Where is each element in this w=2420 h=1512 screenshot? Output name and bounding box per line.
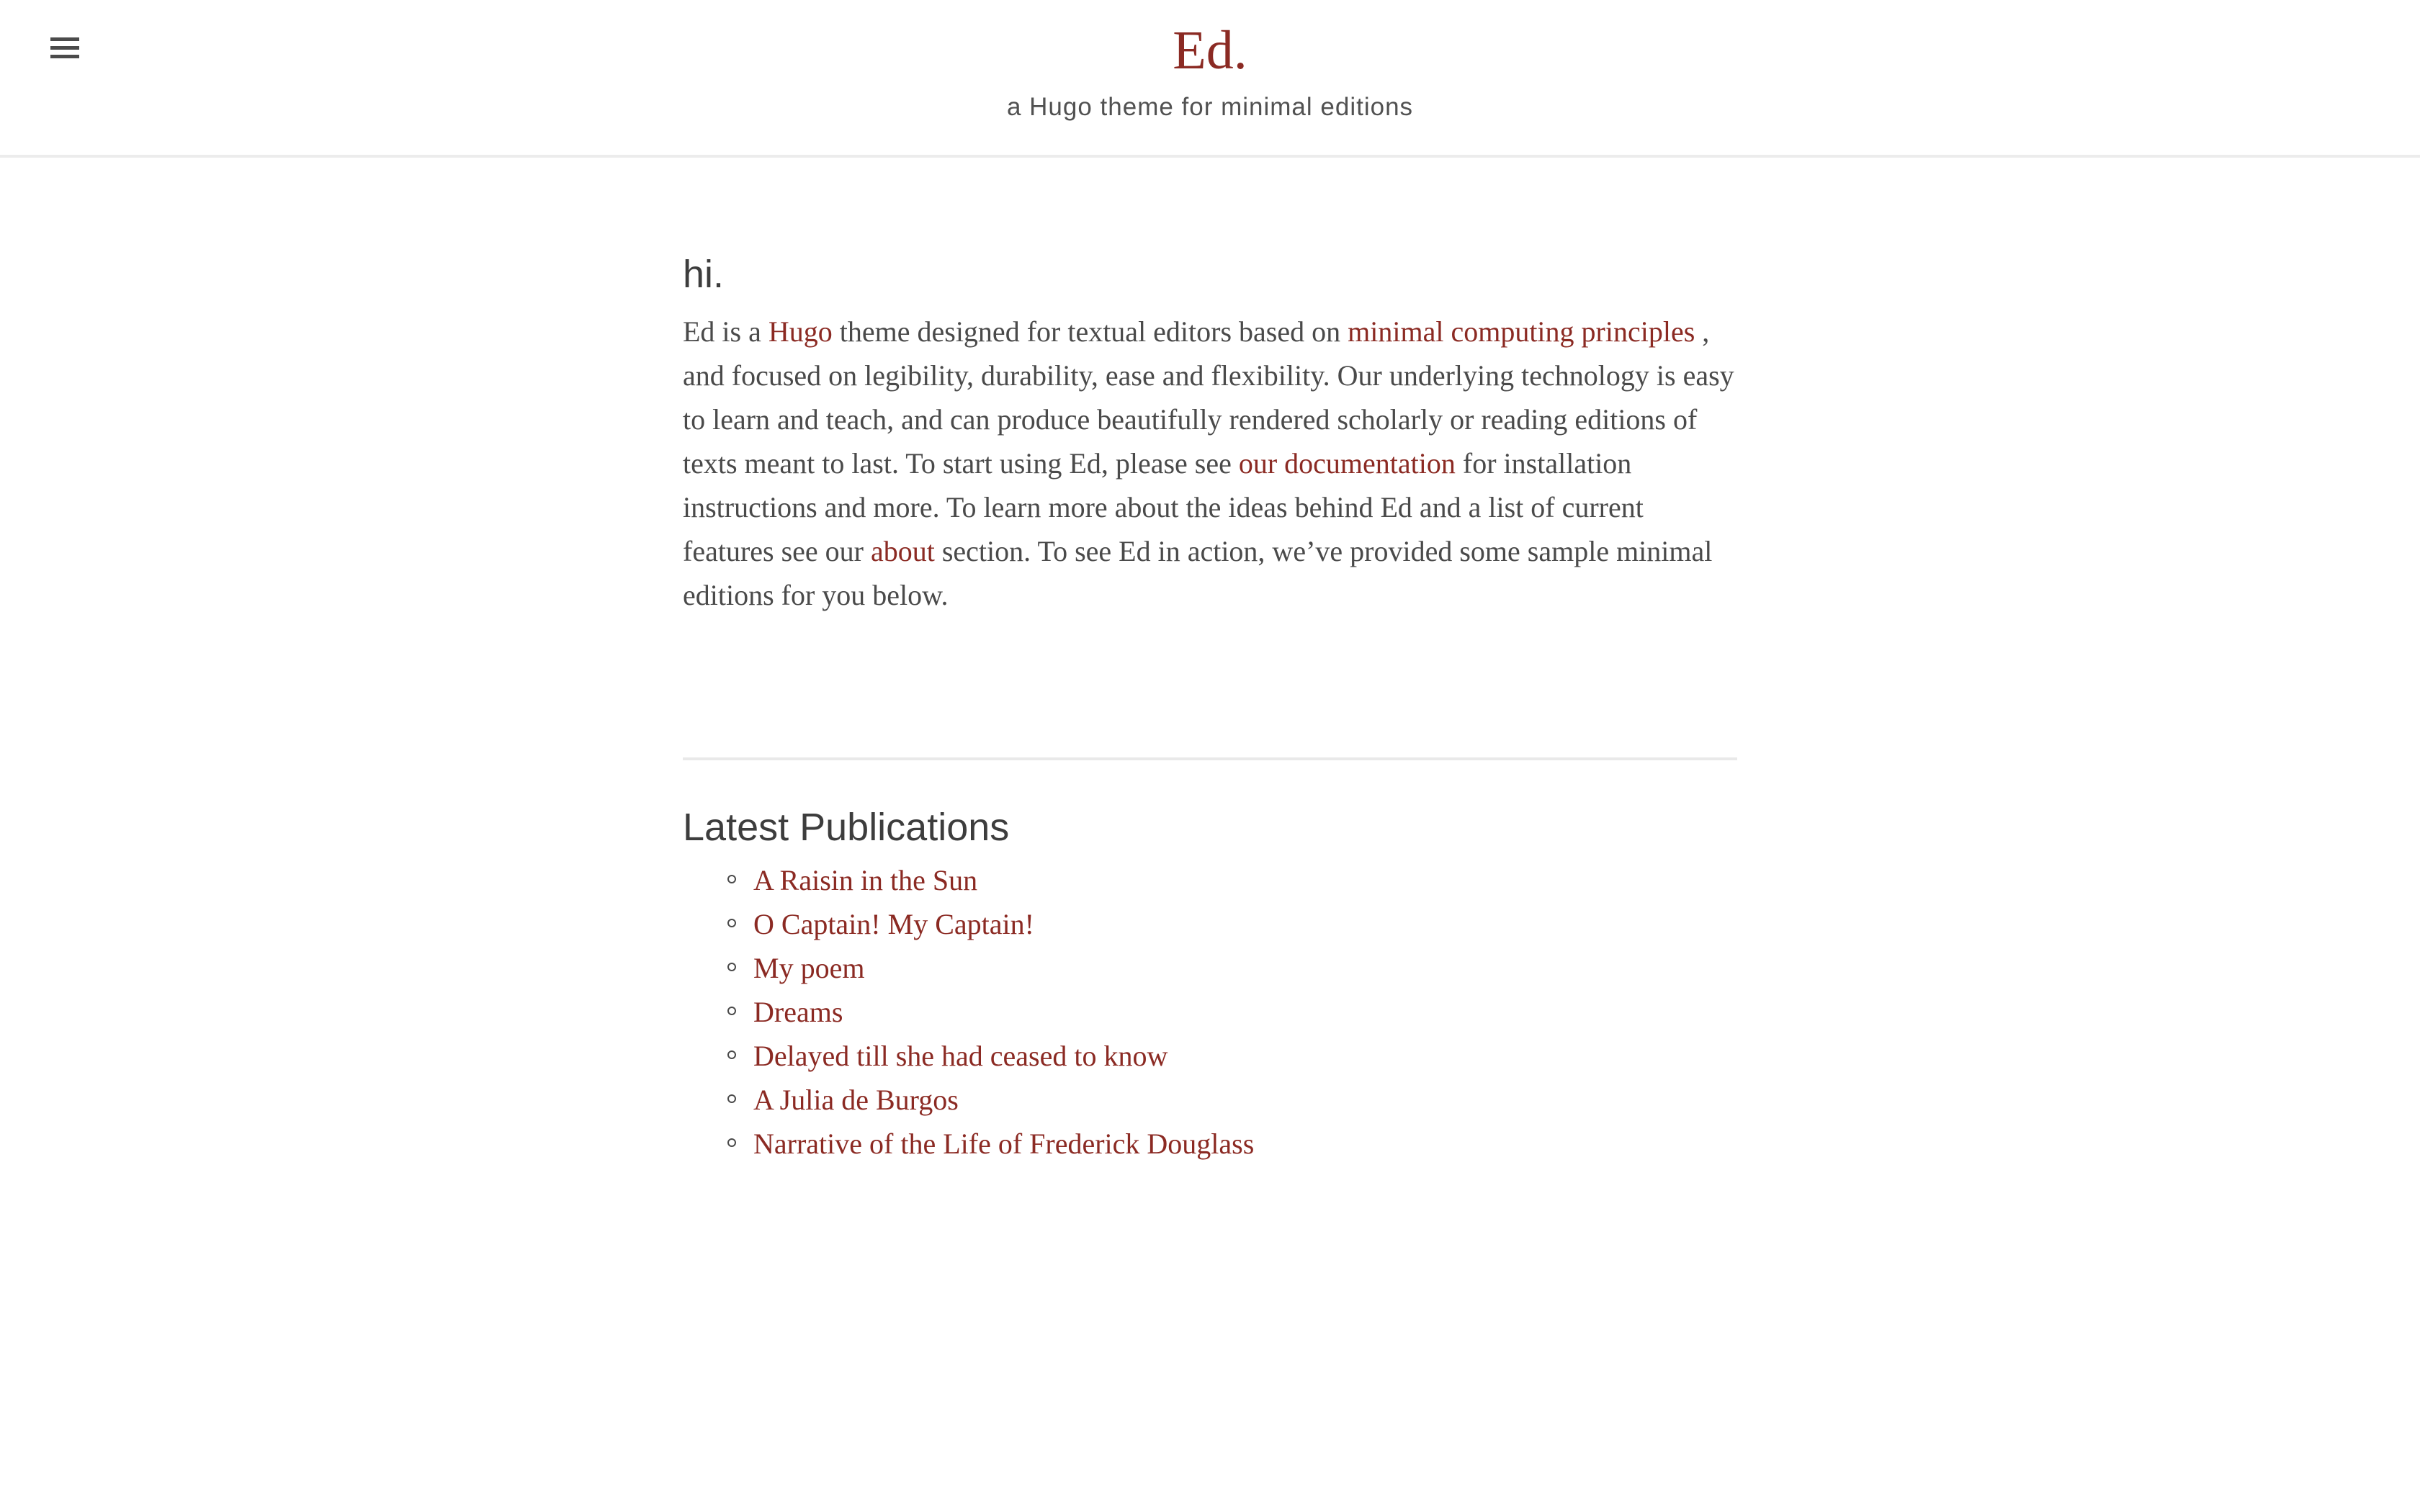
intro-link[interactable]: Hugo (768, 315, 833, 348)
site-title (0, 22, 2420, 79)
intro-paragraph (683, 310, 1737, 617)
intro-link[interactable]: our documentation (1238, 447, 1456, 480)
intro-link[interactable]: about (870, 535, 935, 567)
publication-link[interactable]: O Captain! My Captain! (753, 908, 1034, 940)
publication-link[interactable]: Narrative of the Life of Frederick Douglass (753, 1128, 1255, 1160)
list-item (683, 946, 1737, 990)
intro-text: section. To see Ed in action, we’ve provided some sample minimal editions for you below. (683, 535, 1713, 611)
publication-link[interactable]: A Julia de Burgos (753, 1084, 959, 1116)
site-subtitle: a Hugo theme for minimal editions (1006, 93, 1414, 121)
hamburger-bar (50, 55, 79, 58)
intro-text: theme designed for textual editors based on (832, 315, 1348, 348)
intro-text: Ed is a (683, 315, 768, 348)
publications-heading: Latest Publications (683, 806, 1010, 849)
circle-bullet-icon (727, 1007, 736, 1015)
list-item (683, 1078, 1737, 1122)
hamburger-icon (50, 37, 79, 58)
publication-link[interactable]: Delayed till she had ceased to know (753, 1040, 1168, 1072)
list-item (683, 1034, 1737, 1078)
list-item (683, 902, 1737, 946)
circle-bullet-icon (727, 875, 736, 883)
hamburger-bar (50, 46, 79, 50)
site-title-link[interactable]: Ed. (1173, 20, 1247, 81)
site-header (0, 0, 2420, 158)
circle-bullet-icon (727, 1050, 736, 1059)
publication-link[interactable]: Dreams (753, 996, 843, 1028)
menu-button[interactable] (48, 33, 82, 62)
list-item (683, 990, 1737, 1034)
intro-text: , and focused on legibility, durability, ease and flexibility. Our underlying technology is easy to learn and teach, and can produce beautifully rendered scholarly or reading editions of texts meant to last. To start using Ed, please see (683, 315, 1734, 480)
main-content (683, 253, 1737, 1166)
intro-link[interactable]: minimal computing principles (1348, 315, 1695, 348)
intro-text: for installation instructions and more. To learn more about the ideas behind Ed and a list of current features see our (683, 447, 1644, 567)
circle-bullet-icon (727, 1094, 736, 1103)
circle-bullet-icon (727, 1138, 736, 1147)
list-item (683, 858, 1737, 902)
section-divider (683, 757, 1737, 760)
hamburger-bar (50, 37, 79, 41)
circle-bullet-icon (727, 919, 736, 927)
list-item (683, 1122, 1737, 1166)
circle-bullet-icon (727, 963, 736, 971)
publications-list (683, 858, 1737, 1166)
intro-heading: hi. (683, 253, 725, 296)
publication-link[interactable]: A Raisin in the Sun (753, 864, 978, 896)
publication-link[interactable]: My poem (753, 952, 865, 984)
